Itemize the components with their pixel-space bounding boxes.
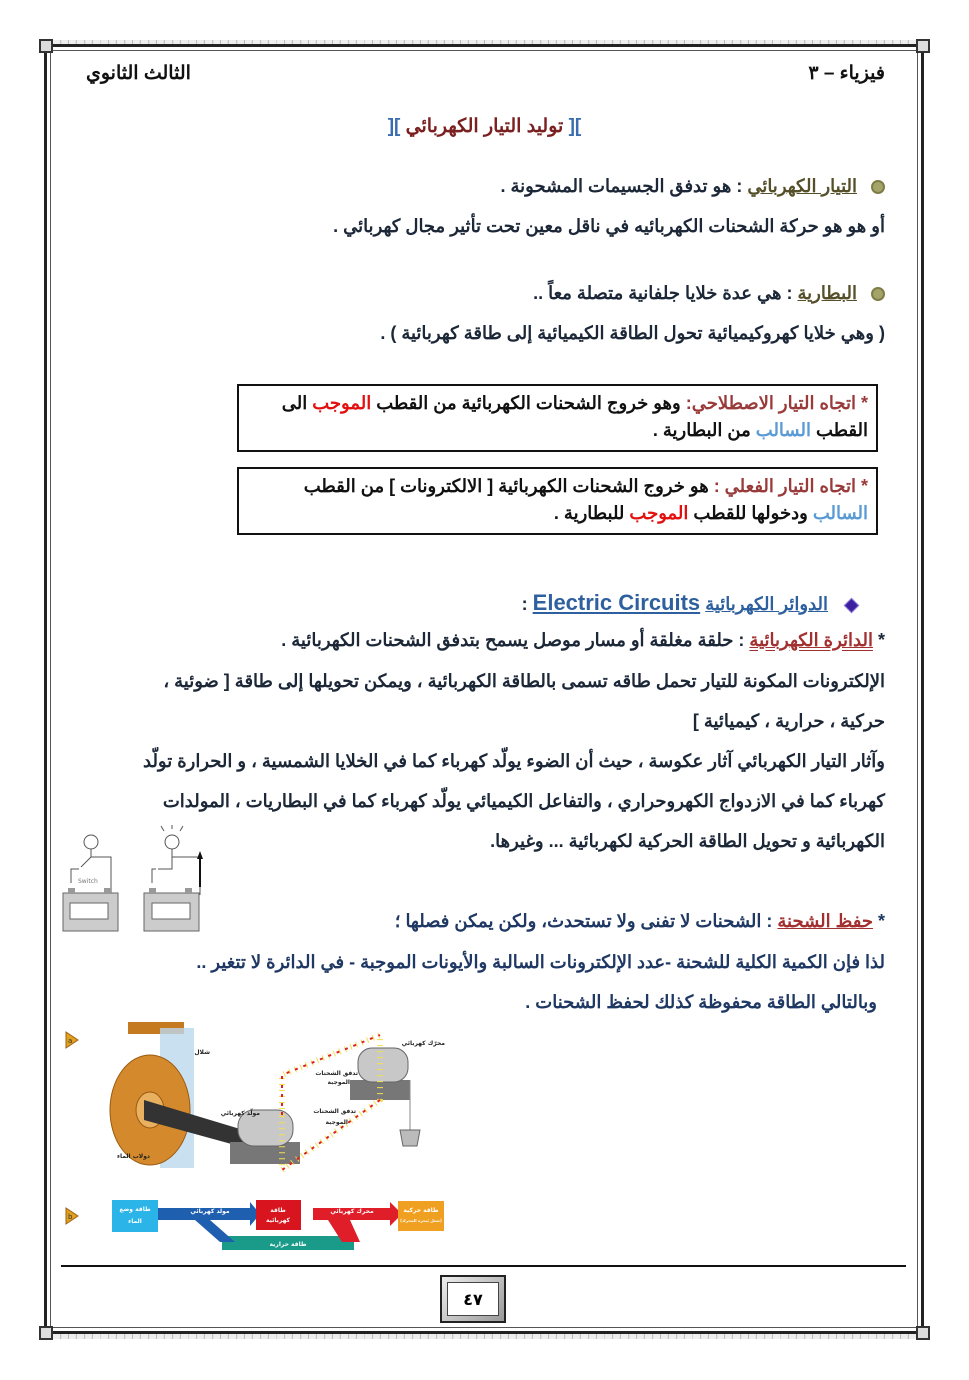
box-term: * اتجاه التيار الاصطلاحي: — [685, 393, 868, 413]
positive-pole: الموجب — [629, 503, 689, 523]
bucket — [400, 1130, 420, 1146]
footer-divider — [61, 1265, 906, 1267]
definition-text: : الشحنات لا تفنى ولا تستحدث، ولكن يمكن فصلها ؛ — [394, 911, 778, 931]
label-flow: تدفق الشحنات — [313, 1108, 356, 1115]
heading-english: Electric Circuits — [532, 590, 701, 615]
colon: : — [521, 594, 533, 614]
term-current: التيار الكهربائي — [747, 176, 857, 196]
kinetic-energy-box — [398, 1201, 444, 1231]
circuit-definition — [281, 630, 885, 651]
label-electric: طاقة — [270, 1207, 286, 1214]
box-term: * اتجاه التيار الفعلي : — [713, 476, 868, 496]
corner-ornament — [916, 39, 930, 53]
switch-label: Switch — [78, 878, 98, 885]
diamond-bullet-icon — [844, 597, 860, 613]
label-kinetic-note: (شغل يُنجزه المحرك) — [400, 1218, 442, 1223]
header-grade: الثالث الثانوي — [86, 63, 191, 84]
label-flow: تدفق الشحنات — [315, 1070, 358, 1077]
label-motor-arrow: محرك كهربائي — [330, 1208, 374, 1215]
conservation-line2: لذا فإن الكمية الكلية للشحنة -عدد الإلكترونات السالبة والأيونات الموجبة - في الدائرة لا تتغير .. — [196, 952, 885, 972]
conventional-current-box — [237, 384, 878, 452]
label-waterfall: شلال — [194, 1049, 210, 1056]
corner-ornament — [916, 1326, 930, 1340]
battery-circuit-figure — [60, 825, 210, 935]
actual-current-box — [237, 467, 878, 535]
label-electric: كهربائية — [265, 1217, 291, 1224]
term-conservation: حفظ الشحنة — [777, 911, 873, 931]
motor — [358, 1048, 408, 1082]
arrow-icon — [197, 851, 203, 859]
electric-energy-box — [256, 1200, 301, 1230]
star: * — [872, 911, 885, 931]
star: * — [872, 630, 885, 650]
circuits-line: حركية ، حرارية ، كيميائية ] — [692, 711, 885, 731]
definition-text: : هي عدة خلايا جلفانية متصلة معاً .. — [533, 283, 798, 303]
current-definition — [500, 176, 885, 197]
term-circuit: الدائرة الكهربائية — [749, 630, 873, 650]
label-potential: طاقة وضع — [119, 1206, 151, 1213]
box-text: للبطارية . — [553, 503, 630, 523]
conservation-definition — [395, 911, 885, 932]
term-battery: البطارية — [797, 283, 857, 303]
box-text: وهو خروج الشحنات الكهربائية من القطب — [371, 393, 686, 413]
corner-ornament — [39, 1326, 53, 1340]
positive-pole: الموجب — [312, 393, 372, 413]
battery-line2: ( وهي خلايا كهروكيميائية تحول الطاقة الكيميائية إلى طاقة كهربائية ) . — [380, 323, 885, 343]
label-flow: الموجبة — [327, 1079, 350, 1086]
page-number-box — [440, 1275, 506, 1323]
bullet-icon — [871, 180, 885, 194]
title-text: توليد التيار الكهربائي — [400, 116, 569, 137]
circuits-line: الإلكترونات المكونة للتيار تحمل طاقه تسمى بالطاقة الكهربائية ، ويمكن تحويلها إلى طاقة [ ضوئية ، — [163, 671, 885, 691]
conservation-line3: وبالتالي الطاقة محفوظة كذلك لحفظ الشحنات . — [525, 992, 877, 1012]
title-bracket: ][ — [568, 116, 582, 137]
circuits-line: وآثار التيار الكهربائي آثار عكوسة ، حيث أن الضوء يولّد كهرباء كما في الخلايا الشمسية ، و الحرارة تولّد — [143, 751, 885, 771]
negative-pole: السالب — [812, 503, 868, 523]
marker-b: b — [68, 1213, 73, 1221]
corner-ornament — [39, 39, 53, 53]
label-generator-arrow: مولّد كهربائي — [190, 1208, 230, 1215]
label-kinetic: طاقة حركية — [403, 1207, 439, 1214]
current-line2: أو هو هو حركة الشحنات الكهربائيه في ناقل معين تحت تأثير مجال كهربائي . — [333, 216, 885, 236]
bullet-icon — [871, 287, 885, 301]
label-potential: الماء — [128, 1218, 142, 1225]
circuits-line: كهرباء كما في الازدواج الكهروحراري ، والتفاعل الكيميائي يولّد كهرباء كما في البطاريات ، المولدات — [162, 791, 885, 811]
battery-definition — [533, 283, 885, 304]
label-generator: مولّد كهربائي — [220, 1110, 260, 1117]
definition-text: : حلقة مغلقة أو مسار موصل يسمح بتدفق الشحنات الكهربائية . — [281, 630, 750, 650]
header-subject: فيزياء – ٣ — [808, 63, 885, 84]
box-text: هو خروج الشحنات الكهربائية [ الالكترونات ] من القطب — [303, 476, 714, 496]
label-flow: الموجبة — [325, 1119, 348, 1126]
title-bracket: ][ — [387, 116, 401, 137]
marker-a: a — [68, 1037, 73, 1045]
circuits-heading — [522, 590, 857, 616]
potential-energy-box — [112, 1200, 158, 1232]
box-text: الى القطب — [281, 393, 868, 440]
label-thermal: طاقة حرارية — [269, 1241, 307, 1248]
page-number: ٤٧ — [447, 1282, 499, 1316]
definition-text: : هو تدفق الجسيمات المشحونة . — [500, 176, 748, 196]
energy-conversion-figure — [60, 1020, 460, 1260]
negative-pole: السالب — [755, 420, 811, 440]
circuits-line: الكهربائية و تحويل الطاقة الحركية لكهربائية ... وغيرها. — [490, 831, 885, 851]
label-water-wheel: دولاب الماء — [116, 1153, 150, 1160]
heading-arabic: الدوائر الكهربائية — [705, 594, 828, 614]
box-text: من البطارية . — [652, 420, 756, 440]
page-title — [0, 115, 969, 138]
box-text: ودخولها للقطب — [688, 503, 813, 523]
label-motor: محرّك كهربائي — [401, 1040, 445, 1047]
